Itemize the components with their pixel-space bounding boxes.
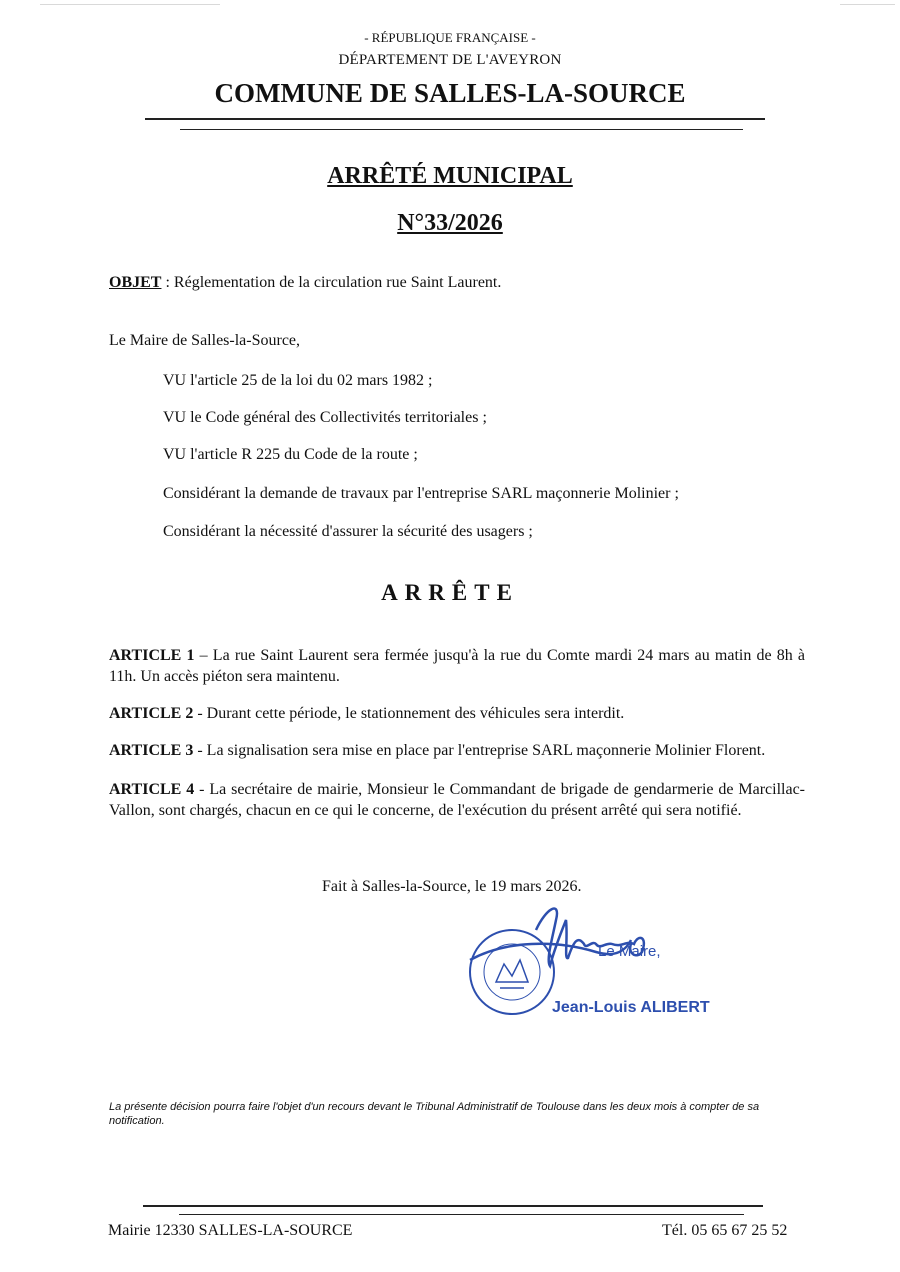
header-rule-bottom <box>180 129 743 130</box>
header-rule-top <box>145 118 765 120</box>
article-label: ARTICLE 2 <box>109 705 194 722</box>
article-4 <box>109 779 805 821</box>
visa-item: VU l'article 25 de la loi du 02 mars 1982 ; <box>163 372 433 389</box>
article-separator: - <box>194 781 210 798</box>
article-text: La secrétaire de mairie, Monsieur le Commandant de brigade de gendarmerie de Marcillac-Vallon, sont chargés, chacun en ce qui le concerne, de l'exécution du présent arrêté qui sera notifié. <box>109 781 806 819</box>
maire-intro: Le Maire de Salles-la-Source, <box>109 332 301 349</box>
decision-heading: ARRÊTE <box>381 580 519 605</box>
commune-title: COMMUNE DE SALLES-LA-SOURCE <box>214 78 686 108</box>
article-separator: - <box>193 705 207 722</box>
article-text: La signalisation sera mise en place par l'entreprise SARL maçonnerie Molinier Florent. <box>206 742 766 759</box>
departement-line: DÉPARTEMENT DE L'AVEYRON <box>338 52 562 68</box>
objet-separator: : <box>161 274 174 291</box>
article-text: La rue Saint Laurent sera fermée jusqu'à la rue du Comte mardi 24 mars au matin de 8h à 11h. Un accès piéton sera maintenu. <box>109 647 806 685</box>
article-label: ARTICLE 3 <box>109 742 194 759</box>
footer-rule-top <box>143 1205 763 1207</box>
footer-address: Mairie 12330 SALLES-LA-SOURCE <box>108 1222 353 1239</box>
document-number-text: N°33/2026 <box>397 210 503 236</box>
article-3 <box>109 740 805 761</box>
considerant-item: Considérant la demande de travaux par l'entreprise SARL maçonnerie Molinier ; <box>163 485 679 502</box>
scan-edge-left <box>40 4 220 5</box>
appeal-notice: La présente décision pourra faire l'objet d'un recours devant le Tribunal Administratif de Toulouse dans les deux mois à compter de sa notification. <box>109 1101 760 1127</box>
article-separator: – <box>194 647 213 664</box>
considerant-item: Considérant la nécessité d'assurer la sécurité des usagers ; <box>163 523 533 540</box>
visa-item: VU l'article R 225 du Code de la route ; <box>163 446 418 463</box>
place-date: Fait à Salles-la-Source, le 19 mars 2026. <box>322 878 582 895</box>
objet-label: OBJET <box>109 274 162 291</box>
article-separator: - <box>193 742 207 759</box>
scan-edge-right <box>840 4 895 5</box>
objet-line <box>109 272 501 293</box>
signatory-name: Jean-Louis ALIBERT <box>552 999 710 1016</box>
article-label: ARTICLE 4 <box>109 781 195 798</box>
visa-item: VU le Code général des Collectivités territoriales ; <box>163 409 487 426</box>
article-label: ARTICLE 1 <box>109 647 195 664</box>
footer-rule-bottom <box>179 1214 744 1215</box>
article-text: Durant cette période, le stationnement des véhicules sera interdit. <box>206 705 625 722</box>
document-number <box>0 210 900 237</box>
article-1 <box>109 645 805 687</box>
footer-phone: Tél. 05 65 67 25 52 <box>662 1222 788 1239</box>
republique-line: - RÉPUBLIQUE FRANÇAISE - <box>364 30 536 45</box>
document-title <box>0 163 900 190</box>
objet-text: Réglementation de la circulation rue Saint Laurent. <box>173 274 502 291</box>
document-title-text: ARRÊTÉ MUNICIPAL <box>327 163 573 189</box>
signature-title: Le Maire, <box>598 943 661 960</box>
article-2 <box>109 703 805 724</box>
